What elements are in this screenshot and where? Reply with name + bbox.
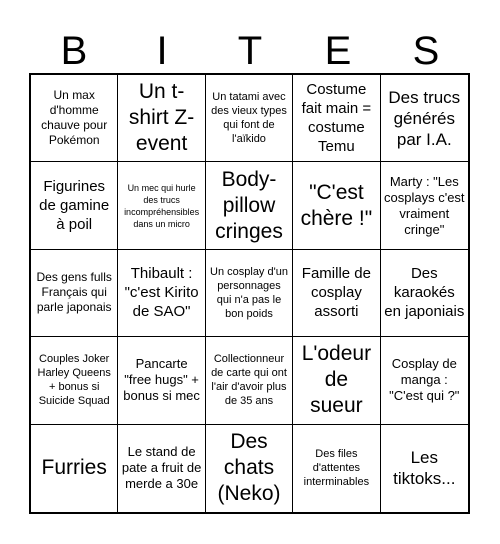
- cell-text: "C'est chère !": [300, 180, 373, 230]
- cell-text: Figurines de gamine à poil: [39, 178, 110, 234]
- bingo-cell[interactable]: [293, 250, 380, 337]
- bingo-cell[interactable]: [31, 250, 118, 337]
- bingo-cell[interactable]: [31, 75, 118, 162]
- bingo-cell[interactable]: [381, 250, 468, 337]
- cell-text: Furries: [41, 456, 107, 480]
- cell-text: Un max d'homme chauve pour Pokémon: [41, 88, 108, 148]
- title-letter-t: T: [237, 29, 263, 73]
- cell-text: Des files d'attentes interminables: [303, 448, 370, 489]
- cell-text: Pancarte "free hugs" + bonus si mec: [123, 356, 200, 404]
- bingo-cell[interactable]: [293, 75, 380, 162]
- bingo-cell[interactable]: [31, 337, 118, 424]
- cell-text: Collectionneur de carte qui ont l'air d'avoir plus de 35 ans: [211, 353, 287, 408]
- bingo-cell[interactable]: [118, 425, 205, 512]
- cell-text: Cosplay de manga : "C'est qui ?": [389, 356, 460, 404]
- bingo-cell[interactable]: [206, 162, 293, 249]
- cell-text: Le stand de pate a fruit de merde a 30e: [121, 444, 202, 492]
- bingo-cell[interactable]: [206, 425, 293, 512]
- bingo-cell[interactable]: [381, 75, 468, 162]
- bingo-grid: [29, 73, 470, 514]
- cell-text: Des karaokés en japoniais: [384, 265, 465, 321]
- bingo-cell[interactable]: [118, 162, 205, 249]
- cell-text: Famille de cosplay assorti: [301, 265, 371, 321]
- cell-text: Un tatami avec des vieux types qui font de l'aïkido: [211, 91, 287, 146]
- bingo-cell[interactable]: [293, 162, 380, 249]
- cell-text: Un t-shirt Z-event: [128, 80, 195, 156]
- bingo-cell[interactable]: [118, 337, 205, 424]
- bingo-cell[interactable]: [293, 425, 380, 512]
- title-letter-b: B: [60, 29, 88, 73]
- cell-text: Thibault : "c'est Kirito de SAO": [124, 265, 199, 321]
- cell-text: Un cosplay d'un personnages qui n'a pas le bon poids: [210, 265, 288, 320]
- cell-text: Marty : "Les cosplays c'est vraiment cringe": [384, 173, 465, 237]
- bingo-cell[interactable]: [31, 425, 118, 512]
- bingo-cell[interactable]: [381, 337, 468, 424]
- title-letter-i: I: [156, 29, 168, 73]
- cell-text: Couples Joker Harley Queens + bonus si Suicide Squad: [37, 353, 111, 408]
- cell-text: Costume fait main = costume Temu: [301, 81, 372, 156]
- bingo-cell[interactable]: [293, 337, 380, 424]
- title-letter-e: E: [324, 29, 352, 73]
- bingo-title: [30, 28, 470, 74]
- cell-text: Des chats (Neko): [217, 430, 281, 506]
- bingo-cell[interactable]: [118, 75, 205, 162]
- cell-text: L'odeur de sueur: [301, 342, 372, 418]
- bingo-cell[interactable]: [118, 250, 205, 337]
- bingo-cell[interactable]: [381, 162, 468, 249]
- bingo-cell[interactable]: [31, 162, 118, 249]
- bingo-cell[interactable]: [206, 75, 293, 162]
- cell-text: Des gens fulls Français qui parle japonais: [36, 270, 112, 315]
- title-letter-s: S: [412, 29, 440, 73]
- cell-text: Un mec qui hurle des trucs incompréhensibles dans un micro: [124, 182, 200, 229]
- bingo-cell[interactable]: [381, 425, 468, 512]
- cell-text: Body-pillow cringes: [215, 167, 283, 243]
- cell-text: Les tiktoks...: [393, 448, 456, 489]
- cell-text: Des trucs générés par I.A.: [388, 87, 461, 149]
- bingo-cell[interactable]: [206, 337, 293, 424]
- bingo-cell[interactable]: [206, 250, 293, 337]
